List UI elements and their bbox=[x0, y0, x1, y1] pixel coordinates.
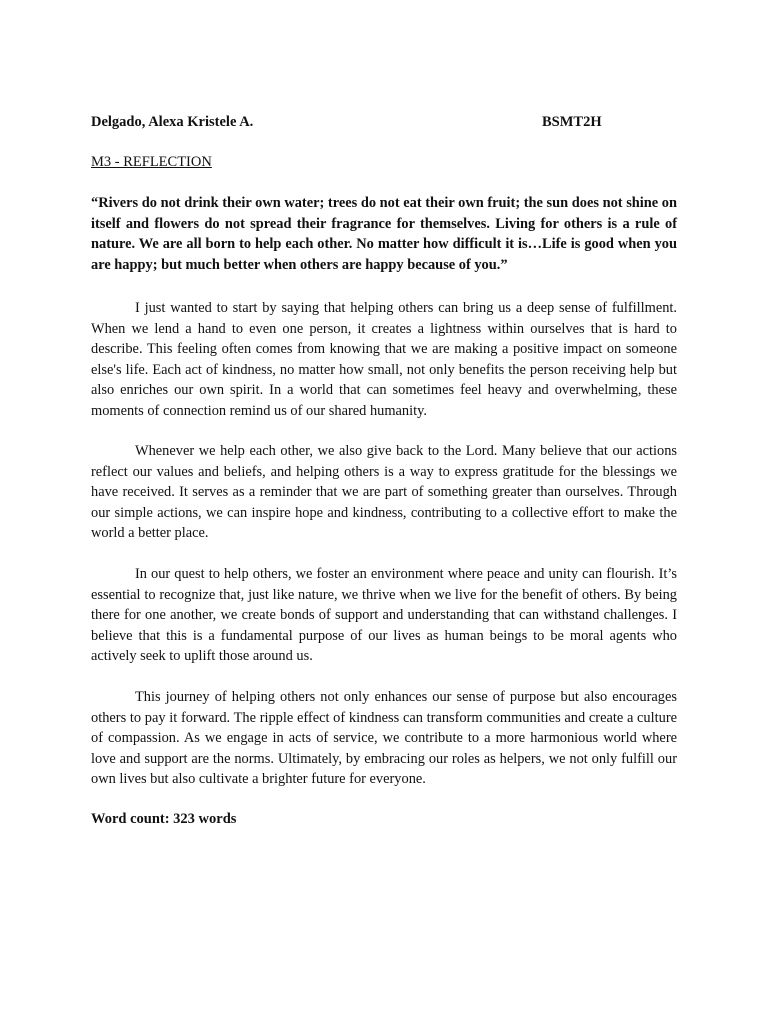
document-title: M3 - REFLECTION bbox=[91, 154, 212, 170]
header-row bbox=[91, 114, 677, 134]
opening-quote: “Rivers do not drink their own water; trees do not eat their own fruit; the sun does not shine on itself and flowers do not spread their fragrance for themselves. Living for others is a rule of nature. We are all born to help each other. No matter how difficult it is…Life is good when you are happy; but much better when others are happy because of you.” bbox=[91, 195, 677, 273]
section-code: BSMT2H bbox=[542, 114, 602, 130]
word-count: Word count: 323 words bbox=[91, 811, 237, 827]
paragraph-1: I just wanted to start by saying that helping others can bring us a deep sense of fulfillment. When we lend a hand to even one person, it creates a lightness within ourselves that is hard to describe. This feeling often comes from knowing that we are making a positive impact on someone else's life. Each act of kindness, no matter how small, not only benefits the person receiving help but also enriches our own spirit. In a world that can sometimes feel heavy and overwhelming, these moments of connection remind us of our shared humanity. bbox=[91, 300, 677, 419]
author-name: Delgado, Alexa Kristele A. bbox=[91, 114, 254, 130]
paragraph-3: In our quest to help others, we foster an environment where peace and unity can flourish. It’s essential to recognize that, just like nature, we thrive when we live for the benefit of others. By being there for one another, we create bonds of support and understanding that can withstand challenges. I believe that this is a fundamental purpose of our lives as human beings to be moral agents who actively seek to uplift those around us. bbox=[91, 566, 677, 665]
paragraph-4: This journey of helping others not only enhances our sense of purpose but also encourages others to pay it forward. The ripple effect of kindness can transform communities and create a culture of compassion. As we engage in acts of service, we contribute to a more harmonious world where love and support are the norms. Ultimately, by embracing our roles as helpers, we not only fulfill our own lives but also cultivate a brighter future for everyone. bbox=[91, 689, 677, 788]
paragraph-2: Whenever we help each other, we also give back to the Lord. Many believe that our actions reflect our values and beliefs, and helping others is a way to express gratitude for the blessings we have received. It serves as a reminder that we are part of something greater than ourselves. Through our simple actions, we can inspire hope and kindness, contributing to a collective effort to make the world a better place. bbox=[91, 443, 677, 542]
